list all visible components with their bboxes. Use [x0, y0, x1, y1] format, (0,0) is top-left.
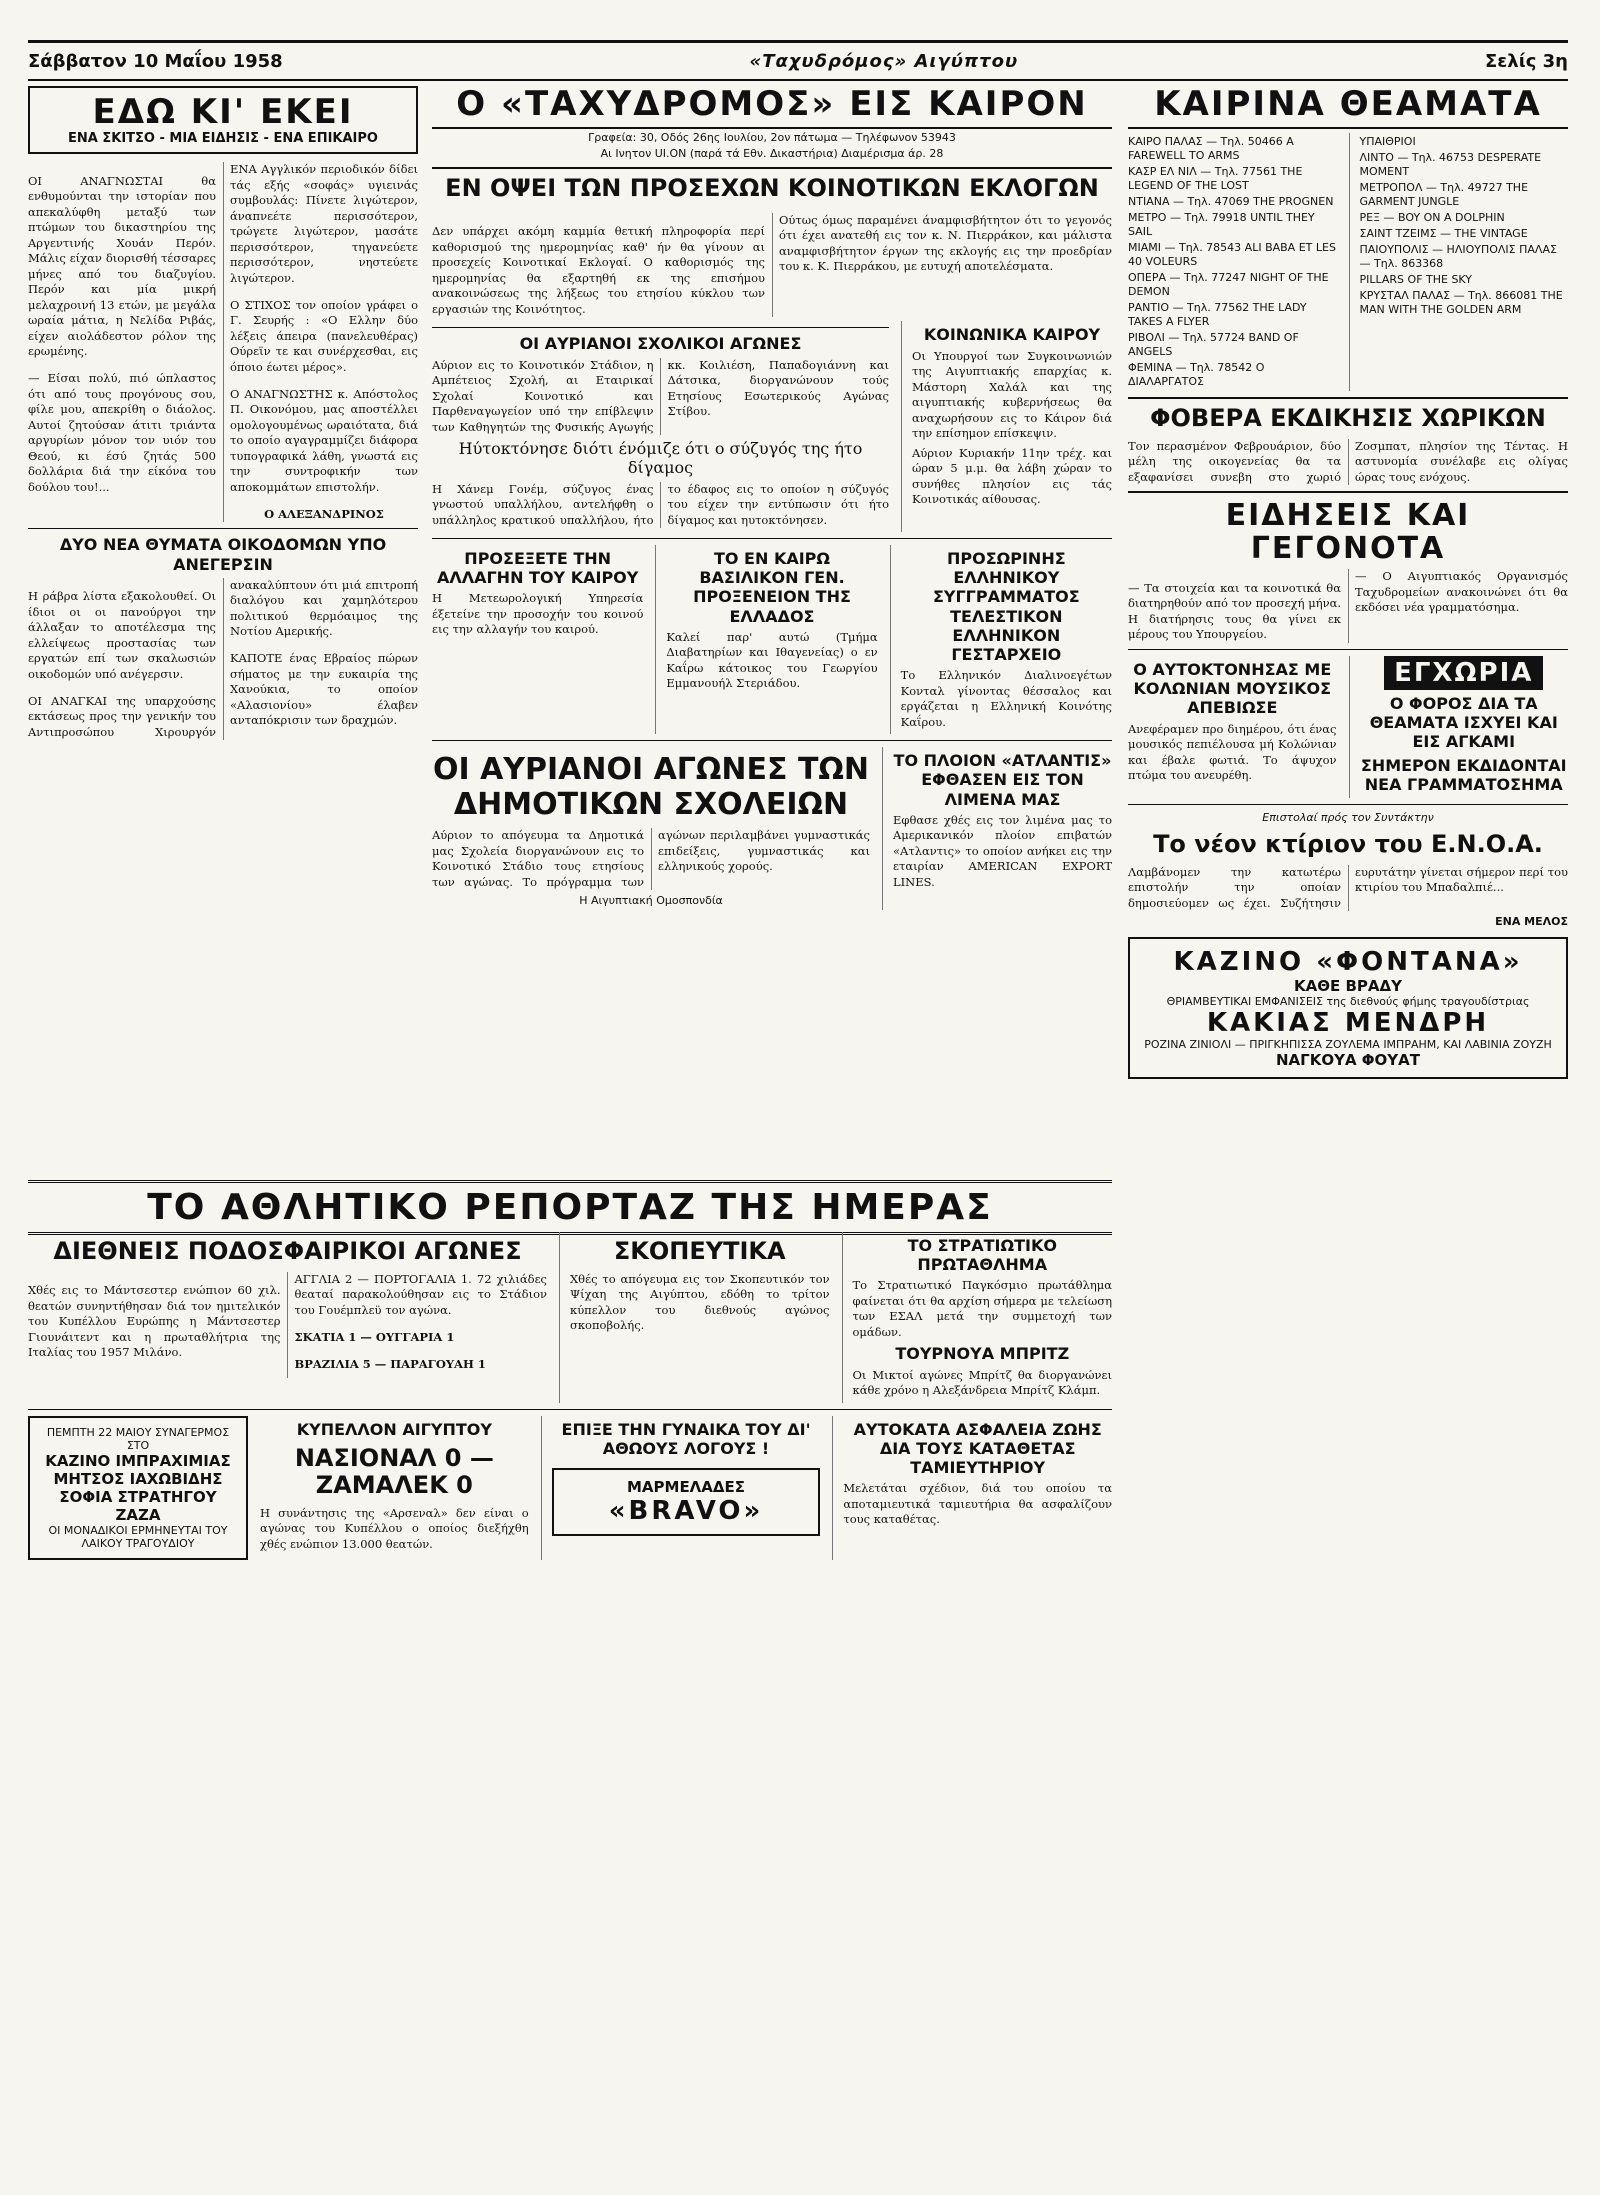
- article-row: [432, 321, 1112, 532]
- article-body: [432, 213, 1112, 318]
- section-title-box: [28, 86, 418, 154]
- news-row: [1128, 656, 1568, 798]
- signature: Η Αιγυπτιακή Ομοσπονδία: [579, 894, 723, 908]
- ad-marmalade-bravo: [552, 1468, 821, 1536]
- notice-title: ΤΟ ΠΛΟΙΟΝ «ΑΤΛΑΝΤΙΣ» ΕΦΘΑΣΕΝ ΕΙΣ ΤΟΝ ΛΙΜΕΝΑ ΜΑΣ: [893, 751, 1112, 809]
- sports-section: [28, 1232, 1112, 1560]
- paragraph: Το Στρατιωτικό Παγκόσμιο πρωτάθλημα φαίνεται ότι θα αρχίση σήμερα με τελείωση των ΕΣΑΛ μετά την συμμετοχή των ομάδων.: [852, 1278, 1112, 1339]
- headline: ΤΟΥΡΝΟΥΑ ΜΠΡΙΤΖ: [895, 1344, 1070, 1364]
- cinema-entry: ΡΑΝΤΙΟ — Τηλ. 77562 THE LADY TAKES A FLYER: [1128, 301, 1307, 329]
- cinema-list-indoor: [1128, 133, 1337, 391]
- paragraph: ΣΚΑΤΙΑ 1 — ΟΥΓΓΑΡΙΑ 1: [294, 1329, 455, 1344]
- schools-games: [432, 747, 870, 910]
- notice-title: ΠΡΟΣΩΡΙΝΗΣ ΕΛΛΗΝΙΚΟΥ ΣΥΓΓΡΑΜΜΑΤΟΣ ΤΕΛΕΣΤΙΚΟΝ ΕΛΛΗΝΙΚΟΝ ΓΕΣΤΑΡΧΕΙΟ: [932, 549, 1080, 664]
- paragraph: Το Ελληνικόν Διαλινοεγέτων Κονταλ γίνοντας θέσσαλος και εργάζεται η Ελληνική Κοινότης Καΐρου.: [900, 668, 1112, 729]
- paragraph: ΚΑΠΟΤΕ ένας Εβραίος πώρων σήματος με την ευκαιρία της Χανούκια, το οποίον «Αλασιονίου» έλαβεν ανταπόκρισιν των δραχμών.: [230, 651, 418, 728]
- office-address: Γραφεία: 30, Οδός 26ης Ιουλίου, 2ον πάτωμα — Τηλέφωνον 53943: [588, 131, 956, 145]
- cinema-entry: ΝΤΙΑΝΑ — Τηλ. 47069 THE PROGNEN: [1128, 195, 1334, 209]
- paragraph: Αύριον το απόγευμα τα Δημοτικά μας Σχολεία διοργανώνουν εις το Κοινοτικό Στάδιο τους ετησίους των αγώνας. Το πρόγραμμα των αγώνων περιλαμβάνει γυμναστικάς επιδείξεις, γυμναστικάς και ελληνικούς χορούς.: [432, 828, 870, 889]
- insurance-article: [832, 1416, 1112, 1560]
- paragraph: — Είσαι πολύ, πιό ώπλαστος ότι από τους προγόνους σου, φίλε μου, απεκρίθη ο διάολος. Αυτοί ζητούσαν άτιτι τριάντα αργυρίων μόνον τον υιόν του Θεού, κι έσύ ζητάς 500 δολλάρια διά την είκόνα του δούλου του!...: [28, 371, 216, 494]
- headline: ΕΠΙΞΕ ΤΗΝ ΓΥΝΑΙΚΑ ΤΟΥ ΔΙ' ΑΘΩΟΥΣ ΛΟΓΟΥΣ !: [561, 1419, 811, 1458]
- article-body: [28, 1272, 547, 1378]
- social-column: [901, 321, 1112, 532]
- ad-title: ΜΑΡΜΕΛΑΔΕΣ: [626, 1477, 746, 1496]
- schools-article: [432, 321, 889, 532]
- paragraph: ΒΡΑΖΙΛΙΑ 5 — ΠΑΡΑΓΟΥΑΗ 1: [294, 1356, 486, 1371]
- ad-line: ΚΑΘΕ ΒΡΑΔΥ: [1294, 977, 1402, 996]
- section-subtitle: ΕΝΑ ΣΚΙΤΣΟ - ΜΙΑ ΕΙΔΗΣΙΣ - ΕΝΑ ΕΠΙΚΑΙΡΟ: [68, 131, 378, 147]
- newspaper-name: «Ταχυδρόμος» Αιγύπτου: [749, 50, 1019, 72]
- notice: [655, 545, 877, 734]
- notices-row: [432, 545, 1112, 734]
- paragraph: Ο ΣΤΙΧΟΣ τον οποίον γράφει ο Γ. Σευρής : «Ο Ελλην δύο λέξεις άπειρα (πανελευθέρας) Ούρεϊν τε και συνέρχεσθαι, εις όποιο έωτει μέρος».: [230, 297, 418, 374]
- news-article: [1128, 656, 1337, 798]
- paragraph: Δεν υπάρχει ακόμη καμμία θετική πληροφορία περί καθορισμού της ημερομηνίας καθ' ήν θα γίνουν αι προσεχείς Κοινοτικαί Εκλογαί. Ο καθορισμός της ημερομηνίας θα εξαρτηθή εκ της επισήμου ανακοινώσεως της λήξεως του ετησίου κύκλου των εργασιών της Κοινότητος.: [432, 224, 765, 316]
- wife-article: [541, 1416, 821, 1560]
- cinema-entry: ΜΙΑΜΙ — Τηλ. 78543 ALI BABA ET LES 40 VOLEURS: [1128, 241, 1336, 269]
- headline: ΕΝ ΟΨΕΙ ΤΩΝ ΠΡΟΣΕΧΩΝ ΚΟΙΝΟΤΙΚΩΝ ΕΚΛΟΓΩΝ: [445, 174, 1099, 203]
- ad-line: ΟΙ ΜΟΝΑΔΙΚΟΙ ΕΡΜΗΝΕΥΤΑΙ ΤΟΥ ΛΑΙΚΟΥ ΤΡΑΓΟΥΔΙΟΥ: [48, 1523, 228, 1550]
- issue-date: Σάββατον 10 Μαΐου 1958: [28, 50, 283, 72]
- sports-row: [28, 1416, 1112, 1560]
- headline: ΤΟ ΣΤΡΑΤΙΩΤΙΚΟ ΠΡΩΤΑΘΛΗΜΑ: [907, 1236, 1057, 1275]
- ad-names: ΜΗΤΣΟΣ ΙΑΧΩΒΙΔΗΣ ΣΟΦΙΑ ΣΤΡΑΤΗΓΟΥ ΖΑΖΑ: [53, 1469, 223, 1524]
- ad-line: ΠΕΜΠΤΗ 22 ΜΑΙΟΥ ΣΥΝΑΓΕΡΜΟΣ ΣΤΟ: [46, 1425, 230, 1452]
- headline: ΝΑΣΙΟΝΑΛ 0 — ΖΑΜΑΛΕΚ 0: [294, 1443, 494, 1500]
- headline: ΑΥΤΟΚΑΤΑ ΑΣΦΑΛΕΙΑ ΖΩΗΣ ΔΙΑ ΤΟΥΣ ΚΑΤΑΘΕΤΑΣ ΤΑΜΙΕΥΤΗΡΙΟΥ: [853, 1419, 1102, 1477]
- sports-row: [28, 1232, 1112, 1403]
- notice: [432, 545, 643, 734]
- cinema-entry: ΡΙΒΟΛΙ — Τηλ. 57724 BAND OF ANGELS: [1128, 331, 1299, 359]
- paragraph: ΟΙ ΑΝΑΓΚΑΙ της υπαρχούσης εκτάσεως προς την γενικήν του Αντιπροσώπου Χιρουργόν ανακαλύπτουν ότι μιά επιτροπή διαλόγου και χαμηλότερου πολιτικού θερμόαιμος της Νοτίου Αμερικής.: [28, 577, 418, 739]
- cinema-entry: ΜΕΤΡΟ — Τηλ. 79918 UNTIL THEY SAIL: [1128, 211, 1315, 239]
- ad-title: ΚΑΖΙΝΟ ΙΜΠΡΑΧΙΜΙΑΣ: [45, 1451, 231, 1470]
- cinema-list-outdoor: [1349, 133, 1569, 391]
- headline: ΟΙ ΑΥΡΙΑΝΟΙ ΑΓΩΝΕΣ ΤΩΝ ΔΗΜΟΤΙΚΩΝ ΣΧΟΛΕΙΩΝ: [432, 752, 870, 822]
- signature: ΕΝΑ ΜΕΛΟΣ: [1495, 915, 1568, 929]
- masthead: [28, 40, 1568, 81]
- headline: ΦΟΒΕΡΑ ΕΚΔΙΚΗΣΙΣ ΧΩΡΙΚΩΝ: [1150, 404, 1546, 433]
- paragraph: Αύριον εις το Κοινοτικόν Στάδιον, η Αμπέτειος Σχολή, αι Εταιρικαί Σχολαί Κοινοτικό και Παρθεναγωγείον υπό την επίβλεψιν των Καθηγητών της Φυσικής Αγωγής κκ. Κοιλιέση, Παπαδογιάννη και Δάτσικα, διοργανώνουν τούς Ετησίους Εσωτερικούς Αγώνας Στίβου.: [432, 357, 889, 434]
- paragraph: Ανεφέραμεν προ διημέρου, ότι ένας μουσικός πεπιέλουσα μή Κολώνιαν και έβαλε φωτιά. Το άψυχον πτώμα του ανευρέθη.: [1128, 721, 1337, 783]
- headline: ΣΚΟΠΕΥΤΙΚΑ: [613, 1237, 786, 1265]
- paragraph: — Τα στοιχεία και τα κοινοτικά θα διατηρηθούν από τον προσεχή μήνα. Η διατήρησις τους θα γίνει εκ μέρους του Υπουργείου.: [1128, 580, 1341, 642]
- paragraph: Οι Μικτοί αγώνες Μπρίτζ θα διοργανώνει κάθε χρόνο η Αλεξάνδρεια Μπρίτζ Κλάμπ.: [852, 1367, 1112, 1398]
- section-title: ΕΔΩ ΚΙ' ΕΚΕΙ: [92, 92, 354, 132]
- ad-line: ΘΡΙΑΜΒΕΥΤΙΚΑΙ ΕΜΦΑΝΙΣΕΙΣ της διεθνούς φήμης τραγουδίστριας: [1166, 995, 1530, 1009]
- paragraph: Η ράβρα λίστα εξακολουθεί. Οι ίδιοι οι οι πανούργοι την άλλαξαν το αποτέλεσμα της ελλείψεως προστασίας των εργατών επί των σκαλωσιών οικοδομών υπό ανέγερσιν.: [28, 589, 216, 681]
- article-body: [1128, 569, 1568, 643]
- cinema-entry: PILLARS OF THE SKY: [1359, 273, 1472, 287]
- notice-title: ΤΟ ΕΝ ΚΑΙΡΩ ΒΑΣΙΛΙΚΟΝ ΓΕΝ. ΠΡΟΞΕΝΕΙΟΝ ΤΗΣ ΕΛΛΑΔΟΣ: [693, 549, 851, 626]
- cinema-entry: ΟΠΕΡΑ — Τηλ. 77247 NIGHT OF THE DEMON: [1128, 271, 1329, 299]
- ship-notice: [882, 747, 1112, 910]
- paragraph: Αύριον Κυριακήν 11ην τρέχ. και ώραν 5 μ.μ. θα λάβη χώραν το συνήθες πλησίον εις τάς Κοινοτικάς αίθουσας.: [912, 445, 1112, 507]
- paragraph: Η συνάντησις της «Αρσεναλ» δεν είναι ο αγώνας του Κυπέλλου ο οποίος διεξήχθη χθές ενώπιον 13.000 θεατών.: [260, 1505, 529, 1551]
- section-title: ΚΑΙΡΙΝΑ ΘΕΑΜΑΤΑ: [1128, 86, 1568, 129]
- paragraph: Η Μετεωρολογική Υπηρεσία έξετείνε την προσοχήν του κοινού εις την αλλαγήν του καιρού.: [432, 591, 644, 637]
- shooting-article: [559, 1232, 830, 1403]
- page-number: Σελίς 3η: [1484, 50, 1568, 72]
- paragraph: Εφθασε χθές εις τον λιμένα μας το Αμερικανικόν πλοίον επιβατών «Ατλαντις» το οποίον ανήκει εις την εταιρίαν AMERICAN EXPORT LINES.: [893, 812, 1112, 889]
- ad-line: ΝΑΓΚΟΥΑ ΦΟΥΑΤ: [1276, 1051, 1420, 1070]
- headline: ΚΟΙΝΩΝΙΚΑ ΚΑΙΡΟΥ: [923, 325, 1101, 345]
- ad-name: ΚΑΚΙΑΣ ΜΕΝΔΡΗ: [1206, 1008, 1490, 1039]
- headline: ΔΥΟ ΝΕΑ ΘΥΜΑΤΑ ΟΙΚΟΔΟΜΩΝ ΥΠΟ ΑΝΕΓΕΡΣΙΝ: [59, 535, 387, 574]
- egxoria-headline: Ο ΦΟΡΟΣ ΔΙΑ ΤΑ ΘΕΑΜΑΤΑ ΙΣΧΥΕΙ ΚΑΙ ΕΙΣ ΑΓΚΑΜΙ: [1369, 693, 1558, 752]
- paragraph: Η Χάνεμ Γονέμ, σύζυγος ένας γνωστού υπαλλήλου, αντελήφθη ο υπάλληλος κρατικού υπαλλήλου, ήτο το έδαφος εις το οποίον η σύζυγός του είχεν την εντύπωσιν ότι ήτο δίγαμος και ηυτοκτόνησεν.: [432, 481, 889, 527]
- headline: Ο ΑΥΤΟΚΤΟΝΗΣΑΣ ΜΕ ΚΟΛΩΝΙΑΝ ΜΟΥΣΙΚΟΣ ΑΠΕΒΙΩΣΕ: [1133, 659, 1332, 718]
- cinema-entry: ΚΑΣΡ ΕΛ ΝΙΛ — Τηλ. 77561 THE LEGEND OF THE LOST: [1128, 165, 1303, 193]
- paragraph: Οι Υπουργοί των Συγκοινωνιών της Αιγυπτιακής επαρχίας κ. Μάστορη Χαλάλ και της αιγυπτιακής κυβερνήσεως θα αναχωρήσουν εις το Κάιρον διά την επίσημον επίσκεψιν.: [912, 348, 1112, 441]
- cinema-entry: ΥΠΑΙΘΡΙΟΙ: [1359, 135, 1416, 149]
- headline: ΔΙΕΘΝΕΙΣ ΠΟΔΟΣΦΑΙΡΙΚΟΙ ΑΓΩΝΕΣ: [53, 1237, 522, 1265]
- cinema-listings: [1128, 133, 1568, 391]
- notices-row: [432, 747, 1112, 910]
- cinema-entry: ΠΑΙΟΥΠΟΛΙΣ — ΗΛΙΟΥΠΟΛΙΣ ΠΑΛΑΣ — Τηλ. 863368: [1359, 243, 1557, 271]
- byline: Ο ΑΛΕΞΑΝΔΡΙΝΟΣ: [264, 506, 384, 521]
- article-body: [28, 162, 418, 522]
- cinema-entry: ΣΑΙΝΤ ΤΖΕΙΜΣ — THE VINTAGE: [1359, 227, 1528, 241]
- paragraph: Μελετάται σχέδιον, διά του οποίου τα αποταμιευτικά ταμιευτήρια θα ασφαλίζουν τους καταθέτας.: [843, 1481, 1113, 1527]
- column-taxydromos-kairo: [432, 86, 1112, 910]
- cinema-entry: ΚΑΙΡΟ ΠΑΛΑΣ — Τηλ. 50466 A FAREWELL TO ARMS: [1128, 135, 1294, 163]
- headline: ΕΙΔΗΣΕΙΣ ΚΑΙ ΓΕΓΟΝΟΤΑ: [1225, 498, 1471, 567]
- cinema-entry: ΜΕΤΡΟΠΟΛ — Τηλ. 49727 THE GARMENT JUNGLE: [1359, 181, 1529, 209]
- egxoria-box: [1349, 656, 1569, 798]
- ad-title: ΚΑΖΙΝΟ «ΦΟΝΤΑΝΑ»: [1173, 947, 1523, 978]
- paragraph: — Ο Αιγυπτιακός Οργανισμός Ταχυδρομείων ανακοινώνει ότι θα εκδόσει νέα γραμματόσημα.: [1355, 569, 1568, 615]
- sports-banner: ΤΟ ΑΘΛΗΤΙΚΟ ΡΕΠΟΡΤΑΖ ΤΗΣ ΗΜΕΡΑΣ: [28, 1180, 1112, 1235]
- paragraph: Τον περασμένον Φεβρουάριον, δύο μέλη της οικογενείας θα τα εξαφανίσει συνεβη στο χωριό Ζοσμπατ, πλησίον της Τέντας. Η αστυνομία συνέλαβε εις ολίγας ώρας τους ενόχους.: [1128, 438, 1568, 484]
- notice: [890, 545, 1112, 734]
- egxoria-sub: ΣΗΜΕΡΟΝ ΕΚΔΙΔΟΝΤΑΙ ΝΕΑ ΓΡΑΜΜΑΤΟΣΗΜΑ: [1360, 755, 1567, 794]
- paragraph: Καλεί παρ' αυτώ (Τμήμα Διαβατηρίων και Ιθαγενείας) ο εν Καΐρω κάτοικος του Γεωργίου Εμμανουήλ Στεριάδου.: [666, 629, 878, 691]
- ad-brand: «BRAVO»: [608, 1495, 764, 1526]
- paragraph: ΕΝΑ Αγγλικόν περιοδικόν δίδει τάς εξής «σοφάς» υγιεινάς συμβουλάς: Πίνετε λιγώτερον, άναπνεέτε περισσότερον, τρώγετε λιγώτερον, μασάτε περισσότερον, τηγανεύετε περισσότερον, νηστεύετε λιγώτερον.: [230, 162, 418, 285]
- paragraph: Χθές το απόγευμα εις τον Σκοπευτικόν τον Ψίχαη της Αιγύπτου, εδόθη το τρίτον κύπελλον του διεθνούς αγώνος σκοποβολής.: [570, 1271, 830, 1333]
- headline: ΟΙ ΑΥΡΙΑΝΟΙ ΣΧΟΛΙΚΟΙ ΑΓΩΝΕΣ: [519, 334, 802, 354]
- article-row: [432, 209, 1112, 322]
- paragraph: ΑΓΓΛΙΑ 2 — ΠΟΡΤΟΓΑΛΙΑ 1. 72 χιλιάδες θεαταί παρακολούθησαν εις το Στάδιον του Γουέμπλεϋ τον αγώνα.: [294, 1271, 547, 1317]
- paragraph: Χθές εις το Μάντσεστερ ενώπιον 60 χιλ. θεατών συνηντήθησαν διά τον ημιτελικόν του Κυπέλλου Ευρώπης η Μάντσεστερ Γιουνάιτεντ και η πρωταθλήτρια της Ιταλίας του 1957 Μιλάνο.: [28, 1283, 281, 1360]
- section-title: Ο «ΤΑΧΥΔΡΟΜΟΣ» ΕΙΣ ΚΑΙΡΟΝ: [432, 86, 1112, 129]
- football-article: [28, 1232, 547, 1403]
- cinema-entry: ΡΕΞ — BOY ON A DOLPHIN: [1359, 211, 1505, 225]
- cup-article: [260, 1416, 529, 1560]
- letters-heading: Επιστολαί πρός τον Συντάκτην: [1262, 810, 1434, 824]
- paragraph: ΟΙ ΑΝΑΓΝΩΣΤΑΙ θα ενθυμούνται την ιστορίαν που απεκαλύφθη μεταξύ των πτώμων του δικαστηρίου της Αργεντινής Χουάν Περόν. Μάλις είχαν διορισθή τέσσαρες μήνες από του διαζυγίου. Περόν και μία μικρή μελαχροινή 13 ετών, με μεγάλα ωραία μάτια, η Νελίδα Ριβάς, είχεν αιολάδεστον ρόλον της ερωμένης.: [28, 173, 216, 359]
- ad-casino-fontana: [1128, 937, 1568, 1079]
- ad-casino-imbrahimias: [28, 1416, 248, 1560]
- headline: ΚΥΠΕΛΛΟΝ ΑΙΓΥΠΤΟΥ: [296, 1419, 492, 1439]
- headline: Ηύτοκτόνησε διότι ένόμιζε ότι ο σύζυγός της ήτο δίγαμος: [458, 439, 863, 478]
- paragraph: Ο ΑΝΑΓΝΩΣΤΗΣ κ. Απόστολος Π. Οικονόμου, μας αποστέλλει ομολογουμένως ωραιότατα, διά το οποίο αγαγραμμίζει διάφορα τυπογραφικά λάθη, γνωστά εις την συντροφικήν των αποκομμάτων επιστολήν.: [230, 386, 418, 494]
- column-edo-ki-ekei: [28, 86, 418, 744]
- cinema-entry: ΛΙΝΤΟ — Τηλ. 46753 DESPERATE MOMENT: [1359, 151, 1542, 179]
- notice-title: ΠΡΟΣΕΞΕΤΕ ΤΗΝ ΑΛΛΑΓΗΝ ΤΟΥ ΚΑΙΡΟΥ: [436, 549, 639, 588]
- ad-line: ΡΟΖΙΝΑ ΖΙΝΙΟΛΙ — ΠΡΙΓΚΗΠΙΣΣΑ ΖΟΥΛΕΜΑ ΙΜΠΡΑΗΜ, ΚΑΙ ΛΑΒΙΝΙΑ ΖΟΥΖΗ: [1144, 1038, 1552, 1052]
- article-body: [28, 578, 418, 741]
- cinema-entry: ΚΡΥΣΤΑΛ ΠΑΛΑΣ — Τηλ. 866081 THE MAN WITH THE GOLDEN ARM: [1359, 289, 1563, 317]
- office-address-2: Αι Ινητον UI.ΟΝ (παρά τά Εθν. Δικαστήρια) Διαμέρισμα άρ. 28: [600, 147, 944, 161]
- military-article: [842, 1232, 1113, 1403]
- egxoria-title: ΕΓΧΩΡΙΑ: [1384, 656, 1543, 690]
- column-kairina-theamata: [1128, 86, 1568, 1079]
- paragraph: Λαμβάνομεν την κατωτέρω επιστολήν την οποίαν δημοσιεύομεν ως έχει. Συζήτησιν ευρυτάτην γίνεται σήμερον περί του κτιρίου του Μπαδαλπιέ...: [1128, 864, 1568, 910]
- letter-title: Το νέον κτίριον του Ε.Ν.Ο.Α.: [1153, 829, 1543, 858]
- paragraph: Ούτως όμως παραμένει άναμφισβήτητον ότι το γεγονός ότι έχει ανατεθή εις τον κ. Ν. Πιερράκον, και μάλιστα αναμφισβήτητον έργων της εκλογής εις την προεδρίαν του κ. Κ. Πιερράκου, με ευτυχή αποτελέσματα.: [779, 212, 1112, 274]
- cinema-entry: ΦΕΜΙΝΑ — Τηλ. 78542 Ο ΔΙΑΛΑΡΓΑΤΟΣ: [1128, 361, 1265, 389]
